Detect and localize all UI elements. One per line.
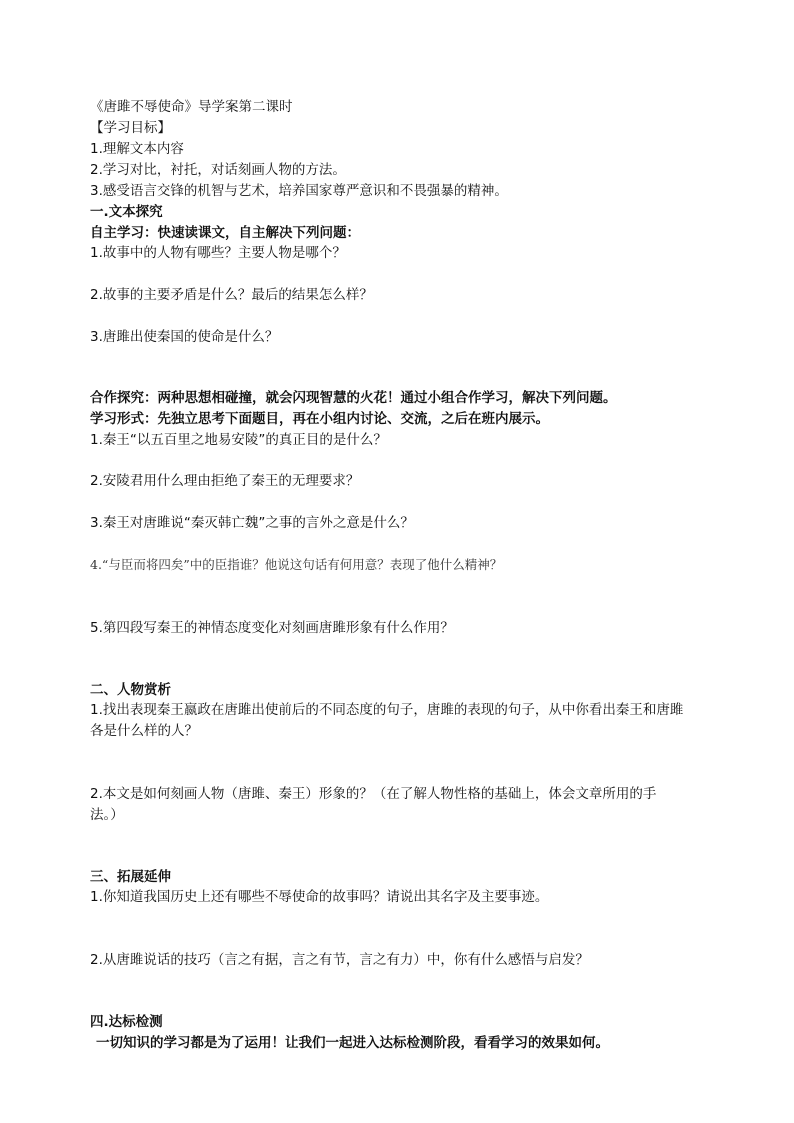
section3-heading: 三、拓展延伸	[90, 869, 171, 885]
section2-question-2-line1: 2.本文是如何刻画人物（唐雎、秦王）形象的？（在了解人物性格的基础上，体会文章所用的手	[90, 786, 657, 802]
objective-1: 1.理解文本内容	[90, 141, 184, 157]
section3-question-2: 2.从唐雎说话的技巧（言之有据，言之有节，言之有力）中，你有什么感悟与启发？	[90, 952, 589, 968]
section4-text: 一切知识的学习都是为了运用！让我们一起进入达标检测阶段，看看学习的效果如何。	[96, 1035, 609, 1051]
coop-question-3: 3.秦王对唐雎说“秦灭韩亡魏”之事的言外之意是什么？	[90, 515, 414, 531]
section3-question-1: 1.你知道我国历史上还有哪些不辱使命的故事吗？请说出其名字及主要事迹。	[90, 889, 549, 905]
section2-question-2-line2: 法。）	[90, 807, 124, 823]
self-study-question-2: 2.故事的主要矛盾是什么？最后的结果怎么样？	[90, 287, 373, 303]
coop-instruction: 合作探究：两种思想相碰撞，就会闪现智慧的火花！通过小组合作学习，解决下列问题。	[90, 390, 617, 406]
objective-2: 2.学习对比，衬托，对话刻画人物的方法。	[90, 162, 346, 178]
objectives-heading: 【学习目标】	[90, 120, 171, 136]
coop-question-1: 1.秦王“以五百里之地易安陵”的真正目的是什么？	[90, 432, 387, 448]
coop-question-5: 5.第四段写秦王的神情态度变化对刻画唐雎形象有什么作用？	[90, 620, 454, 636]
objective-3: 3.感受语言交锋的机智与艺术，培养国家尊严意识和不畏强暴的精神。	[90, 183, 508, 199]
coop-question-4: 4.“与臣而将四矣”中的臣指谁？他说这句话有何用意？表现了他什么精神？	[90, 557, 503, 572]
section2-heading: 二、人物赏析	[90, 682, 171, 698]
coop-question-2: 2.安陵君用什么理由拒绝了秦王的无理要求？	[90, 473, 360, 489]
section1-heading: 一.文本探究	[90, 204, 163, 220]
self-study-instruction: 自主学习：快速读课文，自主解决下列问题：	[90, 225, 360, 241]
section2-question-1-line2: 各是什么样的人？	[90, 723, 198, 739]
study-form-instruction: 学习形式：先独立思考下面题目，再在小组内讨论、交流，之后在班内展示。	[90, 411, 549, 427]
section4-heading: 四.达标检测	[90, 1014, 163, 1030]
self-study-question-3: 3.唐雎出使秦国的使命是什么？	[90, 329, 279, 345]
section2-question-1-line1: 1.找出表现秦王嬴政在唐雎出使前后的不同态度的句子，唐雎的表现的句子，从中你看出秦王和唐雎	[90, 702, 684, 718]
doc-title: 《唐雎不辱使命》导学案第二课时	[90, 99, 293, 115]
self-study-question-1: 1.故事中的人物有哪些？主要人物是哪个？	[90, 245, 346, 261]
